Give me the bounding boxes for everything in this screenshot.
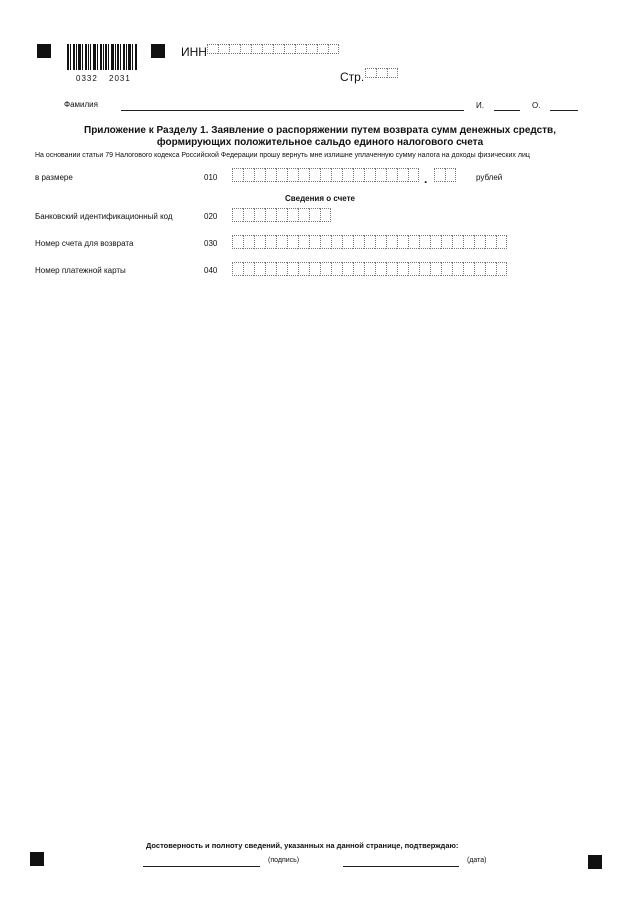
barcode <box>67 44 139 76</box>
date-caption: (дата) <box>467 857 487 864</box>
card-number-field[interactable] <box>232 262 507 276</box>
signature-caption: (подпись) <box>268 857 300 864</box>
surname-field[interactable] <box>121 110 464 111</box>
page-label: Стр. <box>340 70 365 84</box>
basis-text: На основании статьи 79 Налогового кодекса Российской Федерации прошу вернуть мне излишне уплаченную сумму налога на доходы физических лиц <box>35 152 530 159</box>
initial-i-field[interactable] <box>494 110 520 111</box>
amount-rubles-field[interactable] <box>232 168 419 182</box>
form-title-line2: формирующих положительное сальдо единого налогового счета <box>156 137 484 148</box>
date-line[interactable] <box>343 866 459 867</box>
amount-code: 010 <box>204 173 218 182</box>
form-title-line1: Приложение к Разделу 1. Заявление о распоряжении путем возврата сумм денежных средств, <box>84 125 556 136</box>
signature-line[interactable] <box>143 866 260 867</box>
corner-marker-top-right <box>151 44 165 58</box>
card-number-code: 040 <box>204 266 218 275</box>
initial-i-label: И. <box>476 101 484 110</box>
bik-code: 020 <box>204 212 218 221</box>
account-number-field[interactable] <box>232 235 507 249</box>
initial-o-label: О. <box>532 101 541 110</box>
corner-marker-top-left <box>37 44 51 58</box>
corner-marker-bottom-left <box>30 852 44 866</box>
corner-marker-bottom-right <box>588 855 602 869</box>
card-number-label: Номер платежной карты <box>35 266 126 275</box>
page-number-field[interactable] <box>365 68 398 78</box>
amount-separator: . <box>424 172 428 186</box>
amount-unit: рублей <box>476 173 503 182</box>
account-number-code: 030 <box>204 239 218 248</box>
amount-kopecks-field[interactable] <box>434 168 456 182</box>
barcode-number: 0332 2031 <box>76 74 131 83</box>
initial-o-field[interactable] <box>550 110 578 111</box>
account-number-label: Номер счета для возврата <box>35 239 134 248</box>
inn-label: ИНН <box>181 45 207 59</box>
bik-field[interactable] <box>232 208 331 222</box>
amount-label: в размере <box>35 173 73 182</box>
inn-field[interactable] <box>207 44 339 54</box>
confirmation-text: Достоверность и полноту сведений, указанных на данной странице, подтверждаю: <box>146 841 459 850</box>
surname-label: Фамилия <box>64 100 98 109</box>
account-section-heading: Сведения о счете <box>285 194 355 203</box>
bik-label: Банковский идентификационный код <box>35 212 173 221</box>
